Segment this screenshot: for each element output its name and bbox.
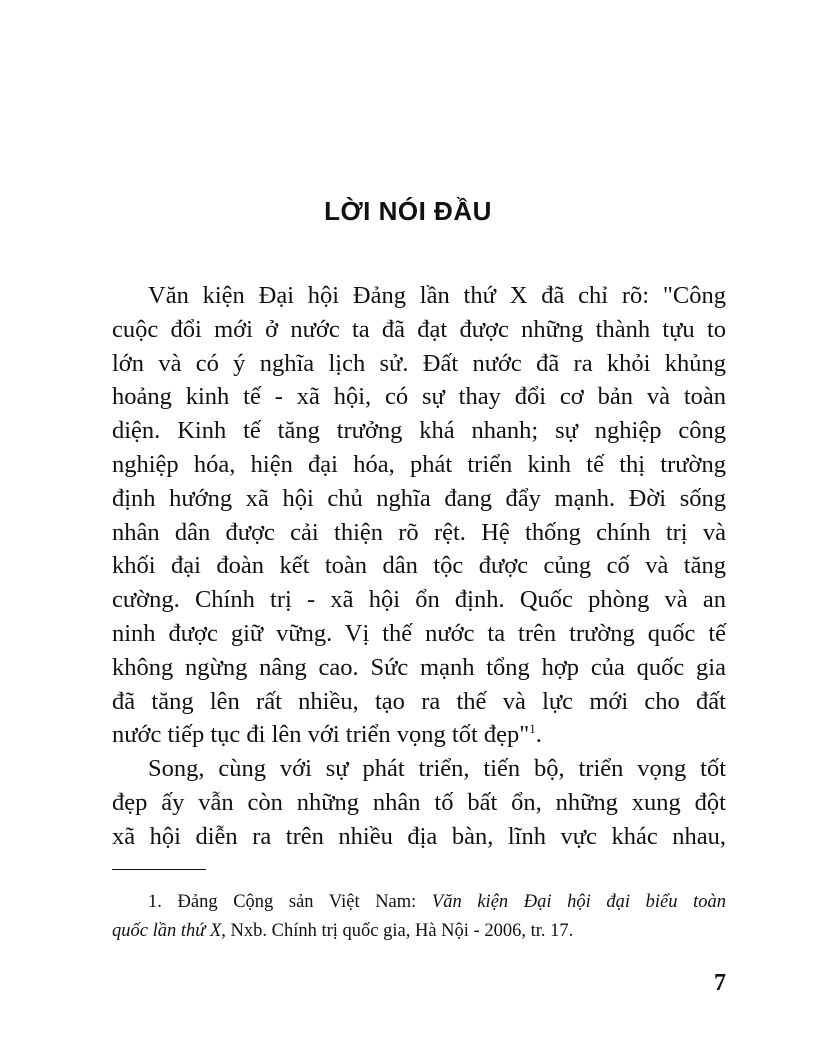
text-line: đã tăng lên rất nhiều, tạo ra thế và lực mới cho đất bbox=[112, 687, 726, 715]
text-line: Văn kiện Đại hội Đảng lần thứ X đã chỉ rõ: "Công bbox=[148, 282, 726, 309]
body-text bbox=[112, 279, 726, 854]
text-line: diện. Kinh tế tăng trưởng khá nhanh; sự nghiệp công bbox=[112, 417, 726, 445]
text-line: cuộc đổi mới ở nước ta đã đạt được những thành tựu to bbox=[112, 315, 726, 343]
text-line: nhân dân được cải thiện rõ rệt. Hệ thống chính trị và bbox=[112, 518, 726, 546]
text-line: hoảng kinh tế - xã hội, có sự thay đổi cơ bản và toàn bbox=[112, 383, 726, 411]
quote-end-text: nước tiếp tục đi lên với triển vọng tốt đẹp" bbox=[112, 721, 530, 749]
text-line: đẹp ấy vẫn còn những nhân tố bất ổn, những xung đột bbox=[112, 788, 726, 816]
footnote-author: Đảng Cộng sản Việt Nam: bbox=[177, 892, 417, 912]
text-line: không ngừng nâng cao. Sức mạnh tổng hợp của quốc gia bbox=[112, 653, 726, 681]
text-line: cường. Chính trị - xã hội ổn định. Quốc phòng và an bbox=[112, 586, 726, 614]
text-line: xã hội diễn ra trên nhiều địa bàn, lĩnh vực khác nhau, bbox=[112, 822, 726, 850]
text-line: ninh được giữ vững. Vị thế nước ta trên trường quốc tế bbox=[112, 619, 726, 647]
footnote-divider bbox=[112, 869, 206, 870]
text-line bbox=[112, 718, 726, 752]
page-number: 7 bbox=[714, 970, 726, 996]
footnote-line bbox=[112, 888, 726, 917]
footnote bbox=[112, 888, 726, 946]
text-line: nghiệp hóa, hiện đại hóa, phát triển kinh tế thị trường bbox=[112, 450, 726, 478]
sentence-end: . bbox=[535, 721, 542, 749]
footnote-publication: , Nxb. Chính trị quốc gia, Hà Nội - 2006, tr. 17. bbox=[221, 921, 574, 941]
text-line: Song, cùng với sự phát triển, tiến bộ, triển vọng tốt bbox=[148, 755, 726, 783]
footnote-title: quốc lần thứ X bbox=[112, 921, 222, 941]
footnote-ref[interactable]: 1 bbox=[529, 721, 536, 737]
text-line: định hướng xã hội chủ nghĩa đang đẩy mạnh. Đời sống bbox=[112, 484, 726, 512]
footnote-title: Văn kiện Đại hội đại biểu toàn bbox=[431, 892, 727, 912]
text-line: khối đại đoàn kết toàn dân tộc được củng cố và tăng bbox=[112, 552, 726, 580]
footnote-line bbox=[112, 917, 726, 946]
text-line: lớn và có ý nghĩa lịch sử. Đất nước đã ra khỏi khủng bbox=[112, 349, 726, 377]
page-title: LỜI NÓI ĐẦU bbox=[324, 196, 492, 226]
footnote-number: 1. bbox=[148, 892, 162, 912]
